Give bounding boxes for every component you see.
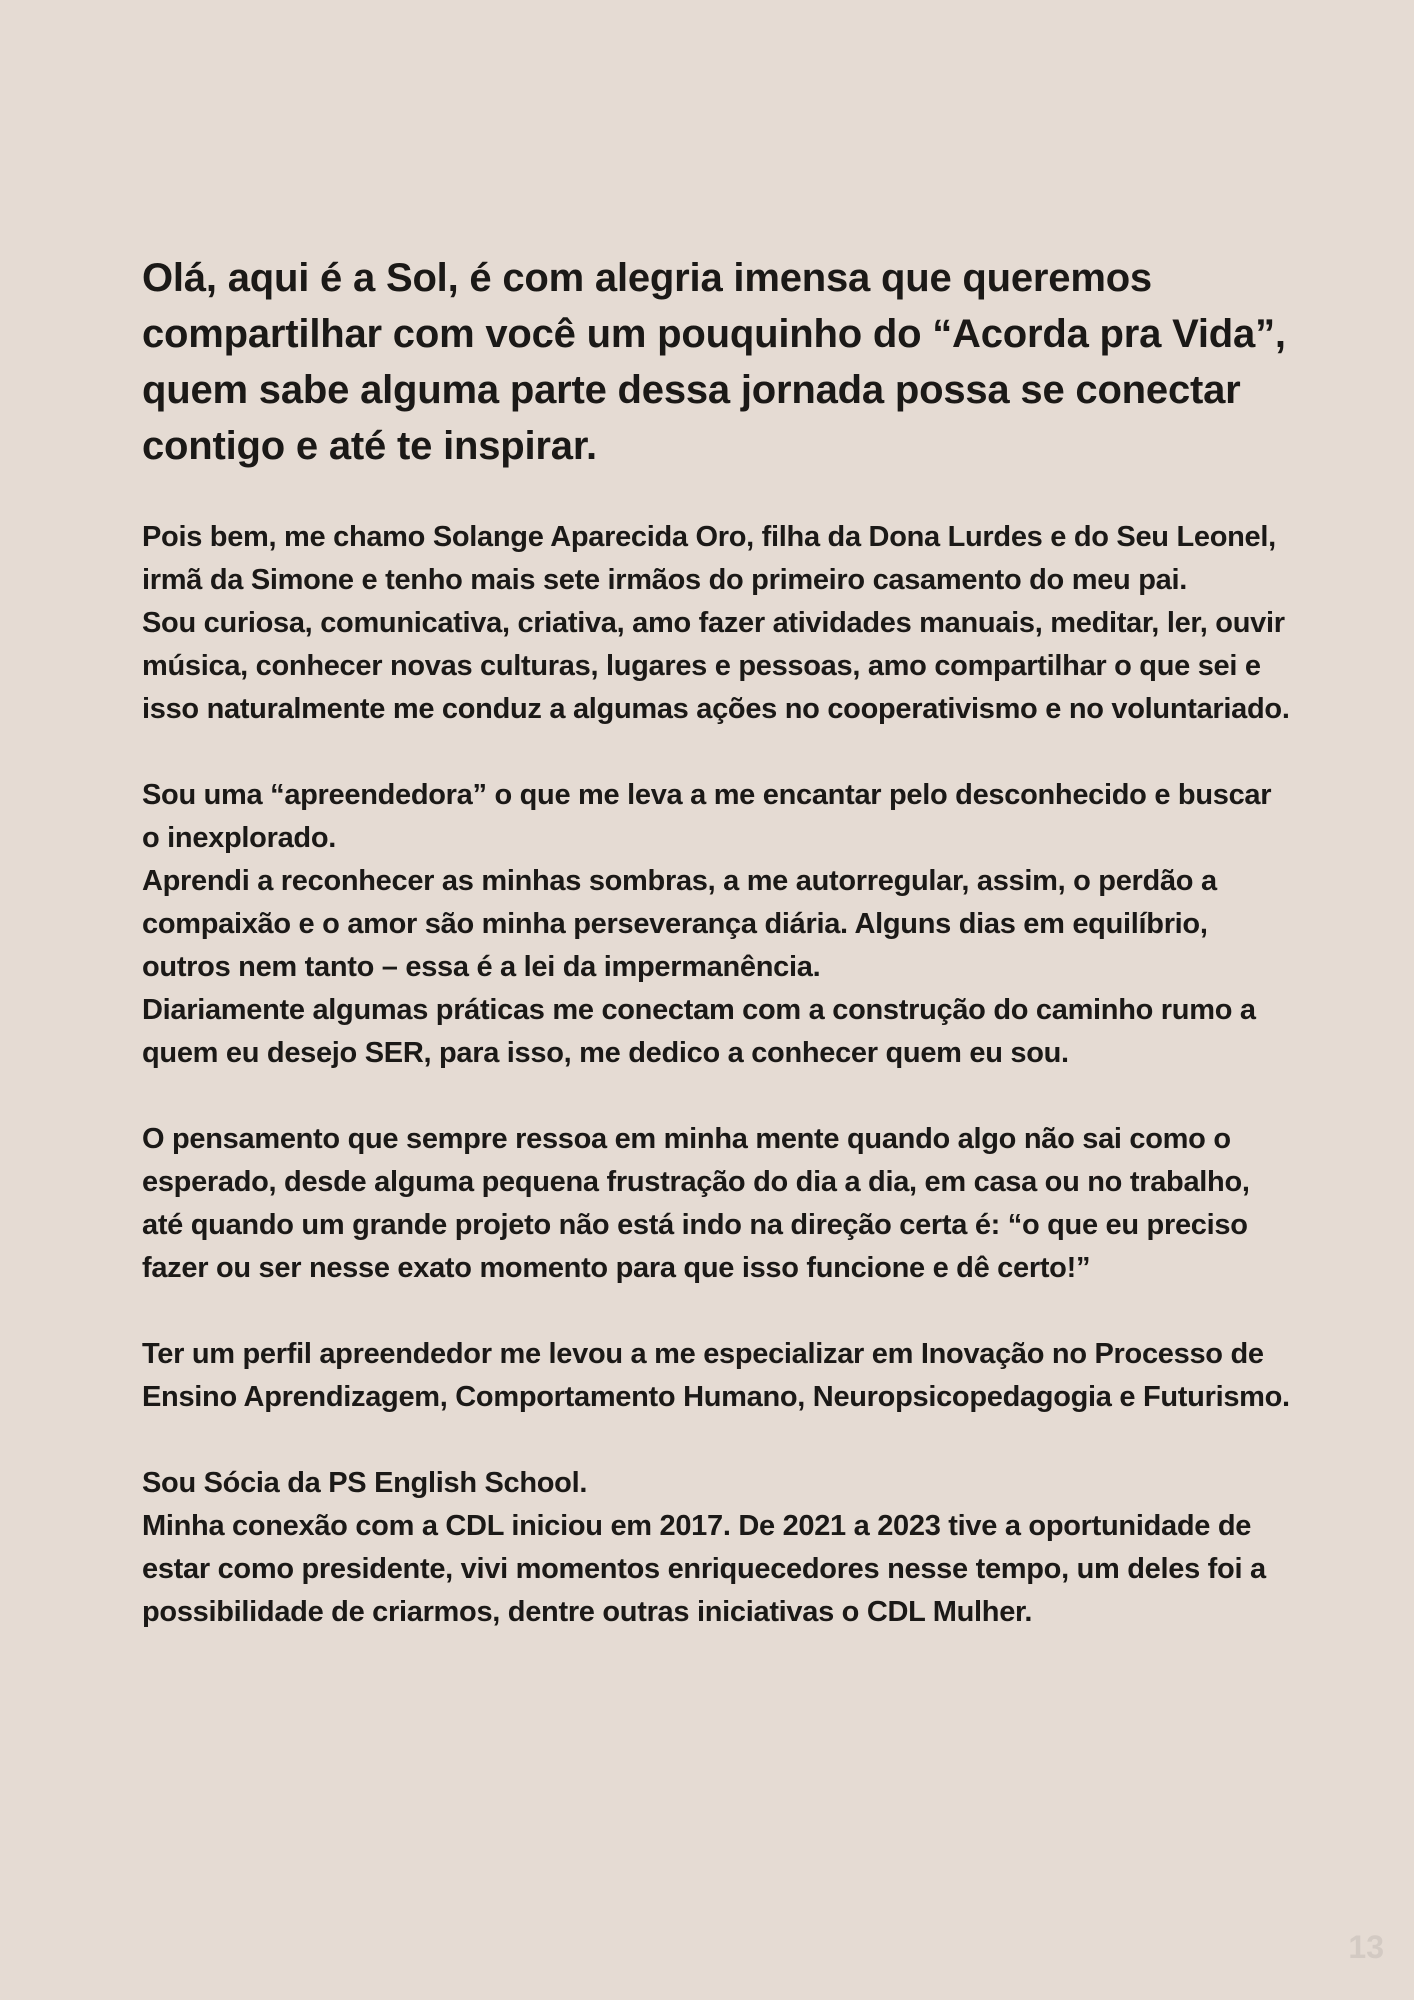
paragraph: Sou Sócia da PS English School. — [142, 1467, 588, 1499]
paragraph: Minha conexão com a CDL iniciou em 2017. De 2021 a 2023 tive a oportunidade de estar como presidente, vivi momentos enriquecedores nesse tempo, um deles foi a possibilidade de criarmos, dentre outras iniciativas o CDL Mulher. — [142, 1510, 1266, 1628]
paragraph-block-about — [142, 516, 1292, 731]
paragraph: Ter um perfil apreendedor me levou a me especializar em Inovação no Processo de Ensino Aprendizagem, Comportamento Humano, Neuropsicopedagogia e Futurismo. — [142, 1338, 1290, 1413]
paragraph-block-cdl — [142, 1462, 1292, 1634]
page-content — [142, 250, 1292, 1677]
paragraph: Sou curiosa, comunicativa, criativa, amo fazer atividades manuais, meditar, ler, ouvir música, conhecer novas culturas, lugares e pessoas, amo compartilhar o que sei e isso naturalmente me conduz a algumas ações no cooperativismo e no voluntariado. — [142, 607, 1290, 725]
paragraph: Pois bem, me chamo Solange Aparecida Oro, filha da Dona Lurdes e do Seu Leonel, irmã da Simone e tenho mais sete irmãos do primeiro casamento do meu pai. — [142, 521, 1276, 596]
page-number: 13 — [1348, 1929, 1384, 1965]
intro-heading: Olá, aqui é a Sol, é com alegria imensa que queremos compartilhar com você um pouquinho do “Acorda pra Vida”, quem sabe alguma parte dessa jornada possa se conectar contigo e até te inspirar. — [142, 256, 1286, 468]
paragraph: Diariamente algumas práticas me conectam com a construção do caminho rumo a quem eu desejo SER, para isso, me dedico a conhecer quem eu sou. — [142, 994, 1256, 1069]
paragraph: Aprendi a reconhecer as minhas sombras, a me autorregular, assim, o perdão a compaixão e o amor são minha perseverança diária. Alguns dias em equilíbrio, outros nem tanto – essa é a lei da impermanência. — [142, 865, 1217, 983]
paragraph: O pensamento que sempre ressoa em minha mente quando algo não sai como o esperado, desde alguma pequena frustração do dia a dia, em casa ou no trabalho, até quando um grande projeto não está indo na direção certa é: “o que eu preciso fazer ou ser nesse exato momento para que isso funcione e dê certo!” — [142, 1123, 1250, 1284]
paragraph-block-specialization — [142, 1333, 1292, 1419]
paragraph-block-thought — [142, 1118, 1292, 1290]
paragraph-block-learner — [142, 774, 1292, 1075]
paragraph: Sou uma “apreendedora” o que me leva a me encantar pelo desconhecido e buscar o inexplorado. — [142, 779, 1272, 854]
